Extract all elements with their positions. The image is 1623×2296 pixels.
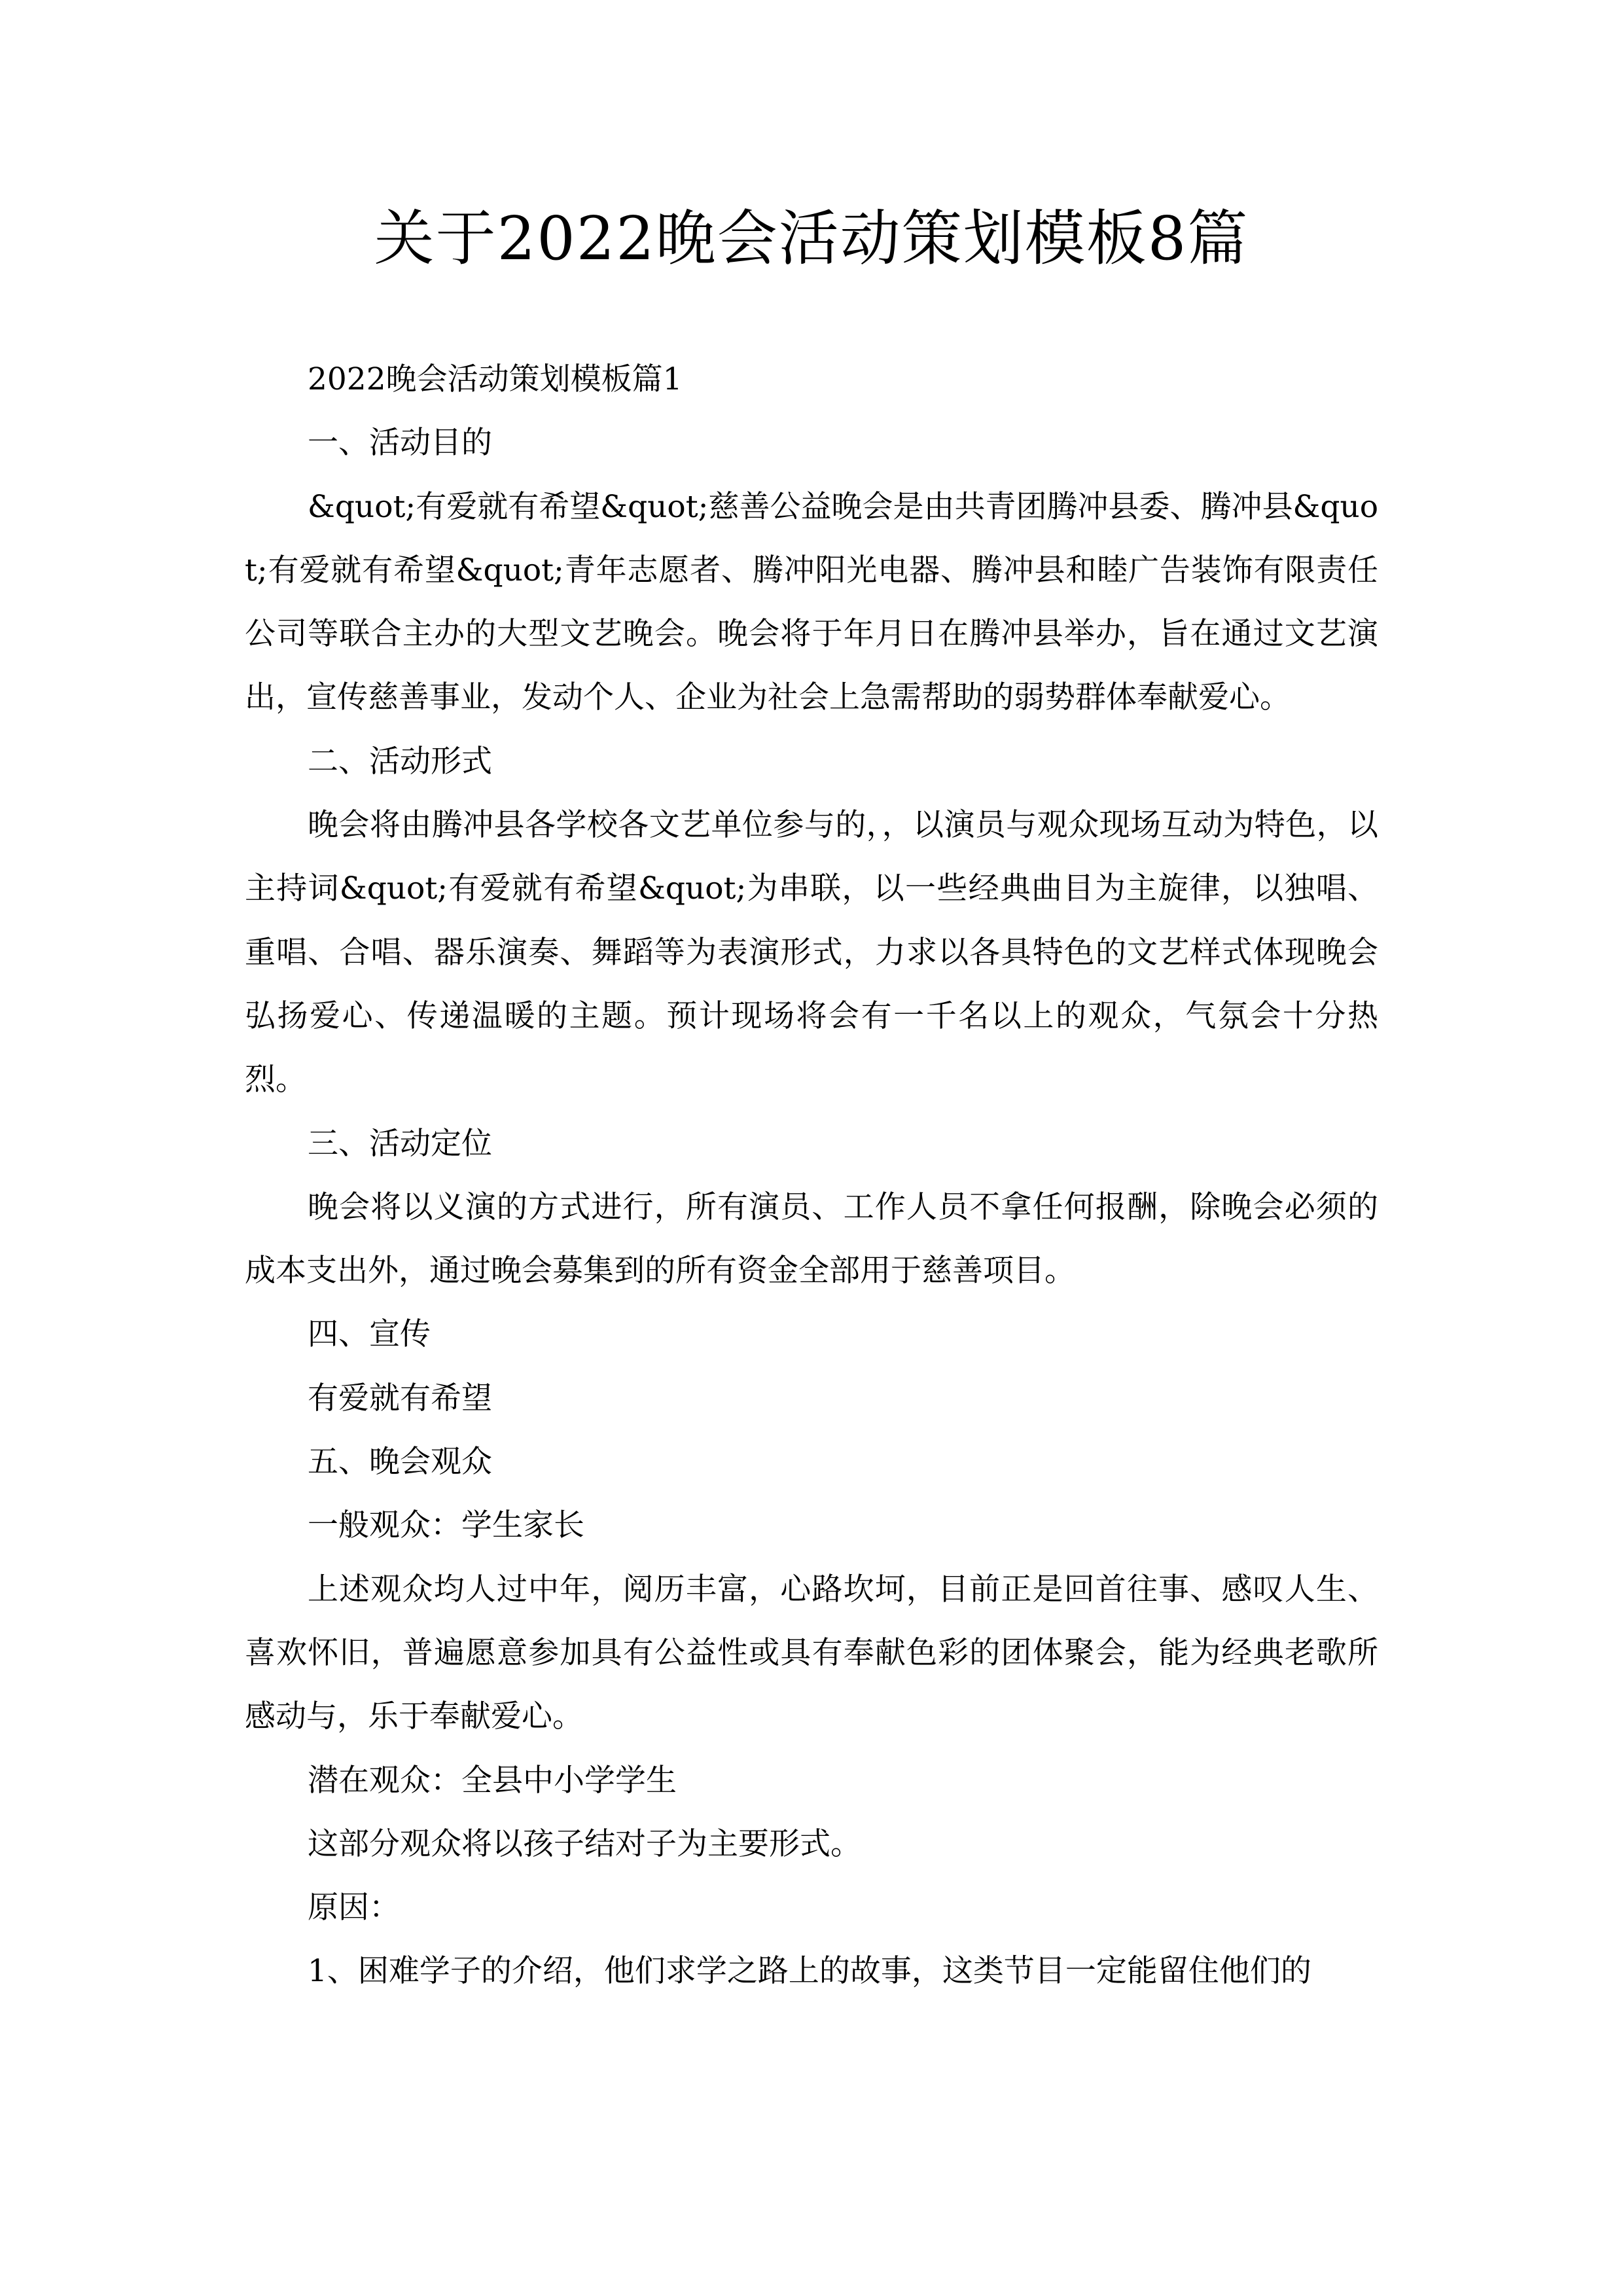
paragraph-potential-audience-detail: 这部分观众将以孩子结对子为主要形式。	[308, 1825, 861, 1862]
heading-activity-purpose: 一、活动目的	[308, 425, 492, 461]
paragraph-activity-format: 晚会将由腾冲县各学校各文艺单位参与的，，以演员与观众现场互动为特色，以主持词&quot;有爱就有希望&quot;为串联，以一些经典曲目为主旋律，以独唱、重唱、合唱、器乐演奏、舞蹈等为表演形式，力求以各具特色的文艺样式体现晚会弘扬爱心、传递温暖的主题。预计现场将会有一千名以上的观众，气氛会十分热烈。	[245, 807, 1378, 1098]
paragraph-general-audience: 一般观众：学生家长	[308, 1507, 584, 1544]
heading-activity-positioning: 三、活动定位	[308, 1125, 492, 1162]
paragraph-reason-1: 1、困难学子的介绍，他们求学之路上的故事，这类节目一定能留住他们的	[308, 1953, 1311, 1990]
document-body	[245, 348, 1378, 2003]
paragraph-activity-purpose: &quot;有爱就有希望&quot;慈善公益晚会是由共青团腾冲县委、腾冲县&quot;有爱就有希望&quot;青年志愿者、腾冲阳光电器、腾冲县和睦广告装饰有限责任公司等联合主办的大型文艺晚会。晚会将于年月日在腾冲县举办，旨在通过文艺演出，宣传慈善事业，发动个人、企业为社会上急需帮助的弱势群体奉献爱心。	[245, 488, 1378, 716]
paragraph-reasons-label: 原因：	[308, 1890, 400, 1926]
paragraph-publicity: 有爱就有希望	[308, 1380, 492, 1416]
paragraph-general-audience-detail: 上述观众均人过中年，阅历丰富，心路坎坷，目前正是回首往事、感叹人生、喜欢怀旧，普遍愿意参加具有公益性或具有奉献色彩的团体聚会，能为经典老歌所感动与，乐于奉献爱心。	[245, 1571, 1378, 1735]
heading-audience: 五、晚会观众	[308, 1444, 492, 1480]
heading-publicity: 四、宣传	[308, 1316, 431, 1353]
paragraph-activity-positioning: 晚会将以义演的方式进行，所有演员、工作人员不拿任何报酬，除晚会必须的成本支出外，通过晚会募集到的所有资金全部用于慈善项目。	[245, 1189, 1378, 1289]
section-heading-template-1: 2022晚会活动策划模板篇1	[308, 361, 683, 397]
paragraph-potential-audience: 潜在观众：全县中小学学生	[308, 1762, 677, 1799]
heading-activity-format: 二、活动形式	[308, 743, 492, 780]
document-title: 关于2022晚会活动策划模板8篇	[374, 204, 1249, 274]
